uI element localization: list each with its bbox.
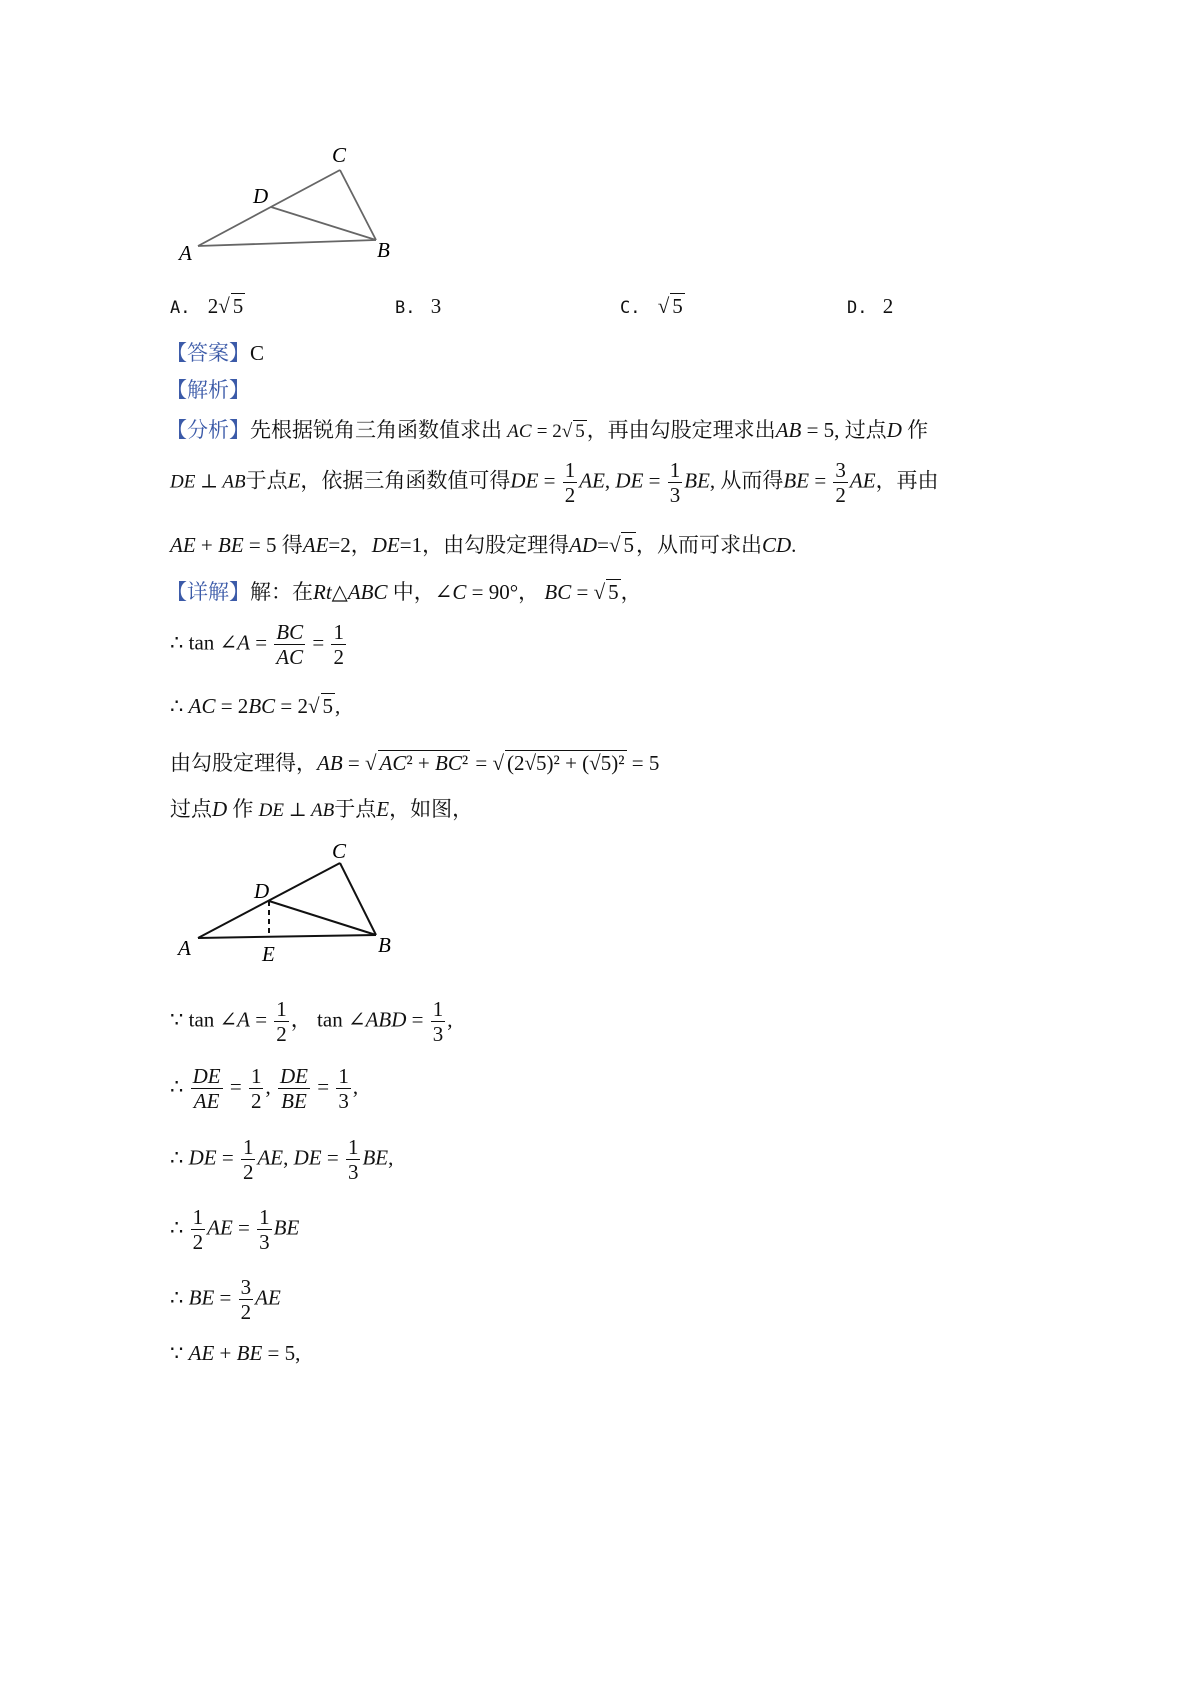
step-be: ∴ BE = $\frac{3}{2}$ AE (170, 1275, 281, 1324)
step-equal: ∴ $\frac{1}{2}$ AE = $\frac{1}{3}$ BE (170, 1205, 300, 1254)
label2-a: A (178, 936, 191, 960)
detail-draw-de: 过点D 作 DE ⊥ AB于点E，如图， (170, 797, 474, 821)
fenxi-line-3: AE + BE = 5 得AE=2，DE=1，由勾股定理得AD=√ 5，从而可求出CD. (170, 533, 797, 557)
label2-d: D (254, 879, 270, 903)
label-c: C (332, 143, 347, 167)
step-sum: ∵ AE + BE = 5, (170, 1341, 301, 1365)
label2-e: E (262, 942, 275, 966)
detail-ac: ∴ AC = 2BC = 2√ 5, (170, 694, 341, 718)
label2-b: B (378, 933, 391, 957)
figure-triangle-abce (170, 835, 410, 975)
fenxi-line-1: 【分析】先根据锐角三角函数值求出 AC = 2√ 5，再由勾股定理求出AB = 5, 过点D 作 (166, 418, 929, 442)
step-ratios: ∴ $\frac{DE}{AE}$ = $\frac{1}{2}$ , $\frac{DE}{BE}$ = $\frac{1}{3}$ , (170, 1064, 359, 1113)
step-de-expr: ∴ DE = $\frac{1}{2}$ AE, DE = $\frac{1}{3}$ BE, (170, 1135, 394, 1184)
detail-ab: 由勾股定理得，AB = √ AC² + BC² = √ (2√5)² + (√5)² = 5 (170, 751, 660, 775)
figure-triangle-abc (170, 140, 410, 270)
analysis-tag: 【解析】 (166, 378, 250, 402)
answer-line: 【答案】C (166, 341, 265, 365)
option-b[interactable]: B. 3 (395, 294, 442, 318)
label2-c: C (332, 839, 347, 863)
option-c[interactable]: C. √ 5 (620, 294, 683, 318)
step-because-tan: ∵ tan ∠A = $\frac{1}{2}$ ， tan ∠ABD = $\frac{1}{3}$ , (170, 997, 453, 1046)
option-d[interactable]: D. 2 (847, 294, 894, 318)
detail-line-1: 【详解】解：在Rt△ABC 中，∠C = 90°， BC = √ 5， (166, 580, 642, 604)
label-d: D (253, 184, 269, 208)
detail-tan-a: ∴ tan ∠A = $\frac{BC}{AC}$ = $\frac{1}{2}$ (170, 620, 344, 669)
label-a: A (179, 241, 192, 265)
fenxi-line-2: DE ⊥ AB于点E，依据三角函数值可得DE = $\frac{1}{2}$ AE, DE = $\frac{1}{3}$ BE, 从而得BE = $\frac{3}{2}$ AE，再由 (170, 458, 939, 507)
option-a[interactable]: A. 2√ 5 (170, 294, 244, 318)
label-b: B (377, 238, 390, 262)
